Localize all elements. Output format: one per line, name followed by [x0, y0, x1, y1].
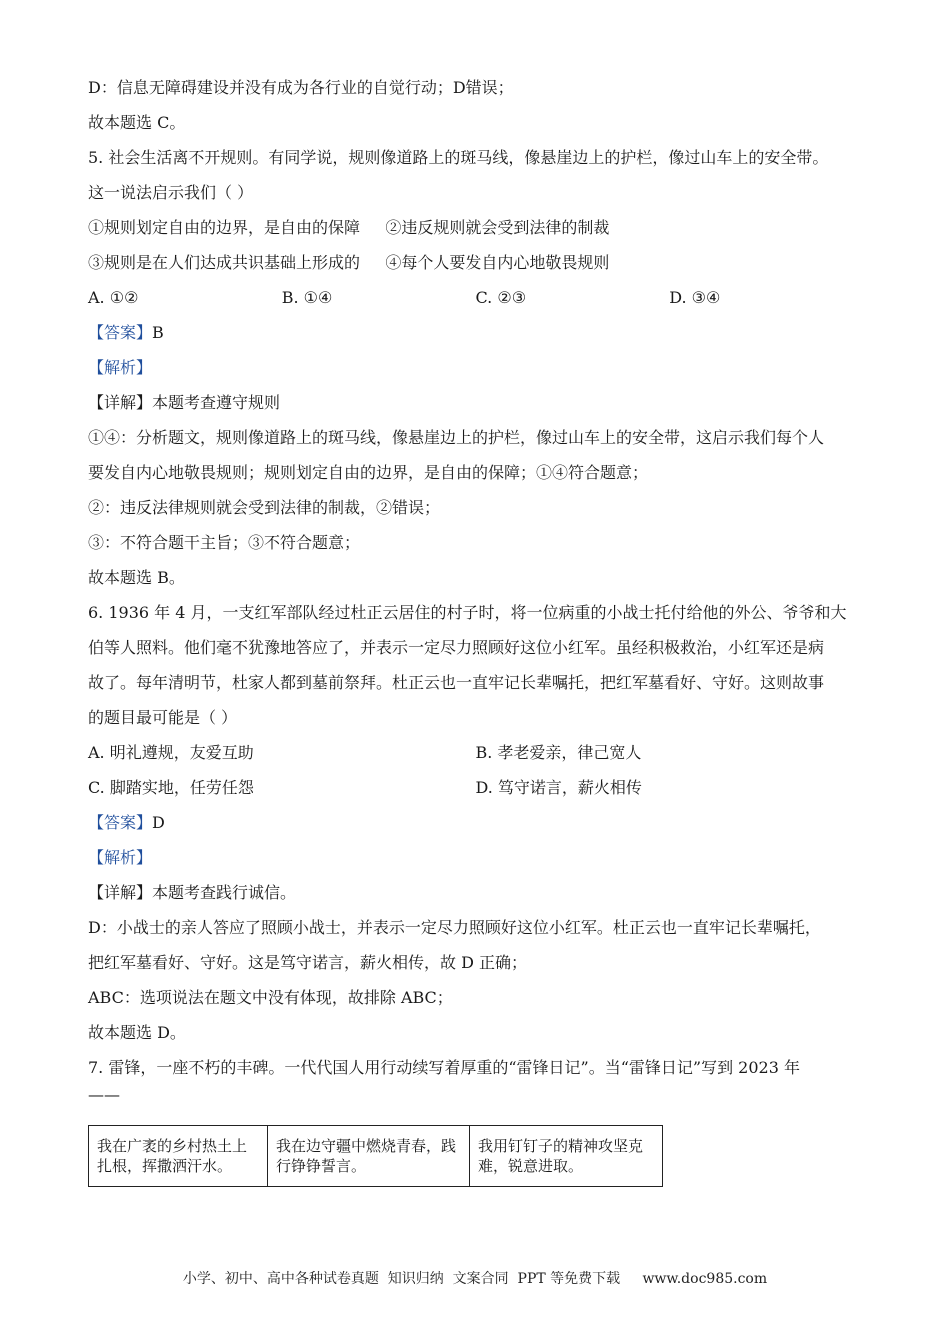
q5-option-b: B. ①④: [281, 288, 333, 307]
q6-option-b: B. 孝老爱亲，律己宽人: [475, 743, 642, 762]
q6-answer-tag: 【答案】: [88, 813, 153, 832]
q6-option-d: D. 笃守诺言，薪火相传: [475, 778, 642, 797]
q6-stem-line-2: 伯等人照料。他们毫不犹豫地答应了，并表示一定尽力照顾好这位小红军。虽经积极救治，小红军还是病: [88, 638, 825, 657]
q6-detail: 【详解】本题考查践行诚信。: [88, 883, 297, 902]
q5-stem-line-1: 5. 社会生活离不开规则。有同学说，规则像道路上的斑马线，像悬崖边上的护栏，像过山车上的安全带。: [88, 148, 829, 167]
prev-conclusion: 故本题选 C。: [88, 113, 186, 132]
q7-quote-box-1: 我在广袤的乡村热土上扎根，挥撒洒汗水。: [89, 1126, 268, 1187]
q5-option-c: C. ②③: [475, 288, 527, 307]
q6-stem-line-1: 6. 1936 年 4 月，一支红军部队经过杜正云居住的村子时，将一位病重的小战士托付给他的外公、爷爷和大: [88, 603, 847, 622]
q5-item-line-1: ①规则划定自由的边界，是自由的保障 ②违反规则就会受到法律的制裁: [88, 218, 610, 237]
q5-answer-tag: 【答案】: [88, 323, 153, 342]
q6-option-c: C. 脚踏实地，任劳任怨: [88, 778, 254, 797]
q6-stem-line-3: 故了。每年清明节，杜家人都到墓前祭拜。杜正云也一直牢记长辈嘱托，把红军墓看好、守好。这则故事: [88, 673, 825, 692]
q7-quote-box-3: 我用钉钉子的精神攻坚克难，锐意进取。: [470, 1126, 663, 1187]
q6-answer-line: [88, 805, 863, 840]
q6-explanation-3: ABC：选项说法在题文中没有体现，故排除 ABC；: [88, 988, 453, 1007]
q5-explanation-1: ①④：分析题文，规则像道路上的斑马线，像悬崖边上的护栏，像过山车上的安全带，这启示我们每个人: [88, 428, 825, 447]
q5-item-line-2: ③规则是在人们达成共识基础上形成的 ④每个人要发自内心地敬畏规则: [88, 253, 610, 272]
q5-answer: B: [152, 323, 164, 342]
q5-answer-line: [88, 315, 863, 350]
q5-analysis-tag: 【解析】: [88, 358, 153, 377]
q6-options-row-1: [88, 735, 863, 770]
q7-quote-box-2: 我在边守疆中燃烧青春，践行铮铮誓言。: [268, 1126, 470, 1187]
prev-explanation-d: D：信息无障碍建设并没有成为各行业的自觉行动；D错误；: [88, 78, 514, 97]
q5-detail: 【详解】本题考查遵守规则: [88, 393, 281, 412]
q5-explanation-3: ②：违反法律规则就会受到法律的制裁，②错误；: [88, 498, 441, 517]
page-footer: 小学、初中、高中各种试卷真题 知识归纳 文案合同 PPT 等免费下载 www.doc985.com: [182, 1271, 768, 1287]
q5-conclusion: 故本题选 B。: [88, 568, 185, 587]
q6-options-row-2: [88, 770, 863, 805]
q6-explanation-1: D：小战士的亲人答应了照顾小战士，并表示一定尽力照顾好这位小红军。杜正云也一直牢记长辈嘱托，: [88, 918, 821, 937]
q6-option-a: A. 明礼遵规，友爱互助: [88, 743, 254, 762]
q7-quote-table: [88, 1125, 663, 1187]
q7-stem-line-2: ——: [88, 1085, 120, 1104]
document-page: [88, 70, 863, 1187]
q6-explanation-2: 把红军墓看好、守好。这是笃守诺言，薪火相传，故 D 正确；: [88, 953, 528, 972]
q7-stem-line-1: 7. 雷锋，一座不朽的丰碑。一代代国人用行动续写着厚重的“雷锋日记”。当“雷锋日记”写到 2023 年: [88, 1058, 800, 1077]
q6-stem-line-4: 的题目最可能是（ ）: [88, 708, 238, 727]
q5-option-d: D. ③④: [669, 288, 721, 307]
q6-analysis-tag: 【解析】: [88, 848, 153, 867]
q5-explanation-4: ③：不符合题干主旨；③不符合题意；: [88, 533, 361, 552]
q5-explanation-2: 要发自内心地敬畏规则；规则划定自由的边界，是自由的保障；①④符合题意；: [88, 463, 649, 482]
q5-option-a: A. ①②: [88, 288, 139, 307]
q6-answer: D: [152, 813, 165, 832]
table-row: [89, 1126, 663, 1187]
q6-conclusion: 故本题选 D。: [88, 1023, 186, 1042]
q5-stem-line-2: 这一说法启示我们（ ）: [88, 183, 254, 202]
q5-options: [88, 280, 863, 315]
